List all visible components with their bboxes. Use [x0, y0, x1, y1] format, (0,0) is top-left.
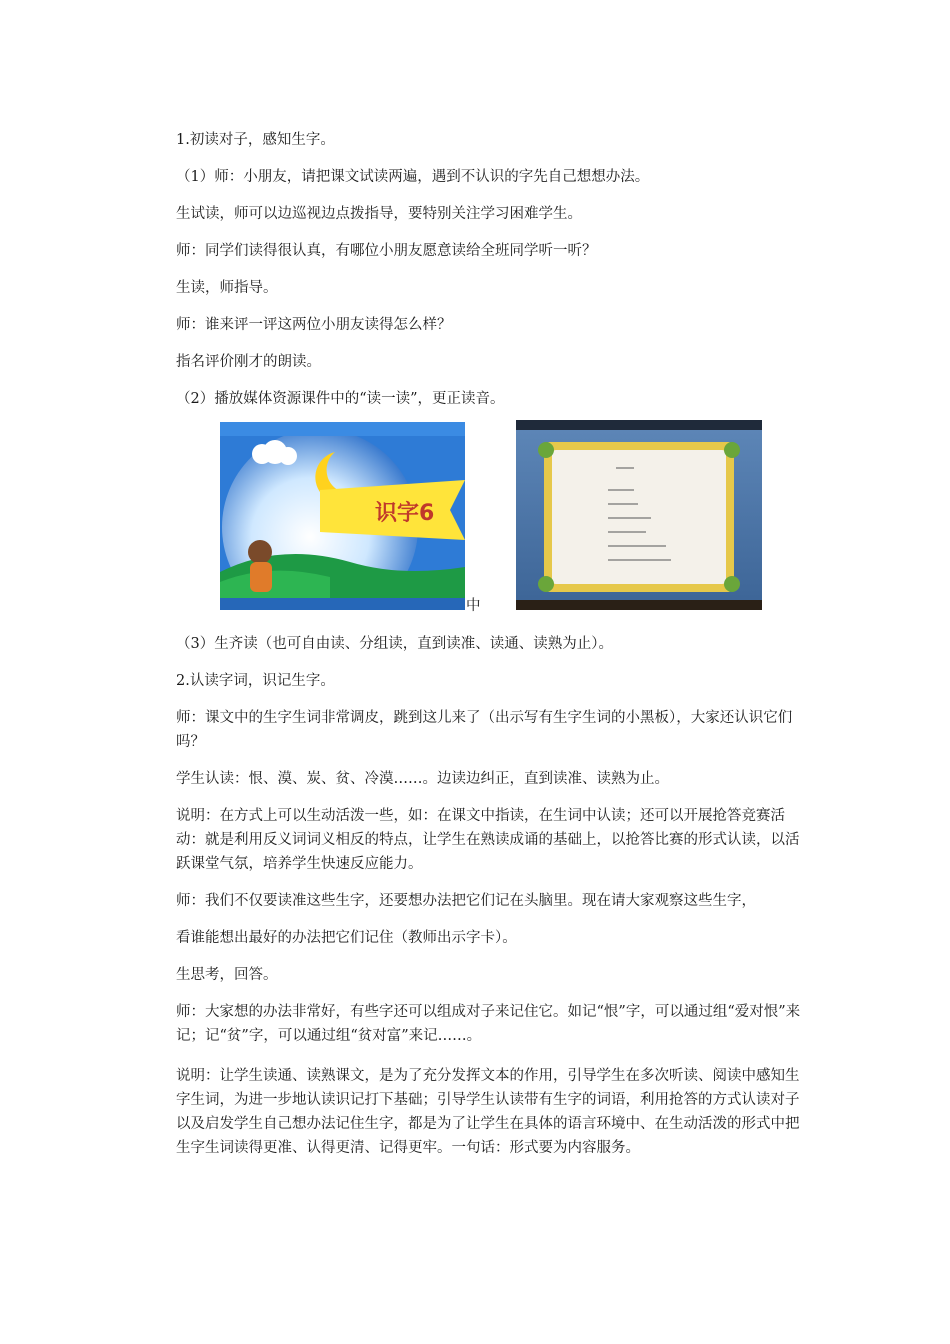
paragraph: （2）播放媒体资源课件中的“读一读”，更正读音。: [176, 391, 505, 407]
paragraph: 指名评价刚才的朗读。: [176, 354, 321, 370]
paragraph: 看谁能想出最好的办法把它们记住（教师出示字卡）。: [176, 930, 517, 946]
courseware-title-screenshot: [220, 422, 465, 610]
paragraph: 师：同学们读得很认真，有哪位小朋友愿意读给全班同学听一听？: [176, 243, 597, 259]
paragraph: （3）生齐读（也可自由读、分组读，直到读准、读通、读熟为止）。: [176, 636, 613, 652]
paragraph: 说明：让学生读通、读熟课文，是为了充分发挥文本的作用，引导学生在多次听读、阅读中感知生字生词，为进一步地认读识记打下基础；引导学生认读带有生字的词语，利用抢答的方式认读对子以及启发学生自己想办法记住生字，都是为了让学生在具体的语言环境中、在生动活泼的形式中把生字生词读得更准、认得更清、记得更牢。一句话：形式要为内容服务。: [176, 1068, 800, 1156]
paragraph: 师：大家想的办法非常好，有些字还可以组成对子来记住它。如记“恨”字，可以通过组“爱对恨”来记；记“贫”字，可以通过组“贫对富”来记……。: [176, 1004, 801, 1044]
paragraph: 生读，师指导。: [176, 280, 278, 296]
paragraph: 1.初读对子，感知生字。: [176, 132, 335, 148]
paragraph: 2.认读字词，识记生字。: [176, 673, 335, 689]
paragraph: 师：谁来评一评这两位小朋友读得怎么样？: [176, 317, 452, 333]
paragraph: 师：我们不仅要读准这些生字，还要想办法把它们记在头脑里。现在请大家观察这些生字，: [176, 893, 756, 909]
reading-slide-illustration: [516, 420, 762, 610]
courseware-reading-screenshot: [516, 420, 762, 610]
inline-character: 中: [466, 598, 481, 614]
paragraph: 生思考，回答。: [176, 967, 278, 983]
paragraph: 说明：在方式上可以生动活泼一些，如：在课文中指读，在生词中认读；还可以开展抢答竞赛活动：就是利用反义词词义相反的特点，让学生在熟读成诵的基础上，以抢答比赛的形式认读，以活跃课堂气氛，培养学生快速反应能力。: [176, 808, 800, 872]
courseware-figures: [220, 420, 765, 612]
slide-title-text: 识字6: [375, 501, 435, 526]
paragraph: 师：课文中的生字生词非常调皮，跳到这儿来了（出示写有生字生词的小黑板），大家还认识它们吗？: [176, 710, 793, 750]
paragraph: 学生认读：恨、漠、炭、贫、冷漠……。边读边纠正，直到读准、读熟为止。: [176, 771, 669, 787]
paragraph: （1）师：小朋友，请把课文试读两遍，遇到不认识的字先自己想想办法。: [176, 169, 650, 185]
moon-scene-illustration: [220, 422, 465, 610]
paragraph: 生试读，师可以边巡视边点拨指导，要特别关注学习困难学生。: [176, 206, 582, 222]
